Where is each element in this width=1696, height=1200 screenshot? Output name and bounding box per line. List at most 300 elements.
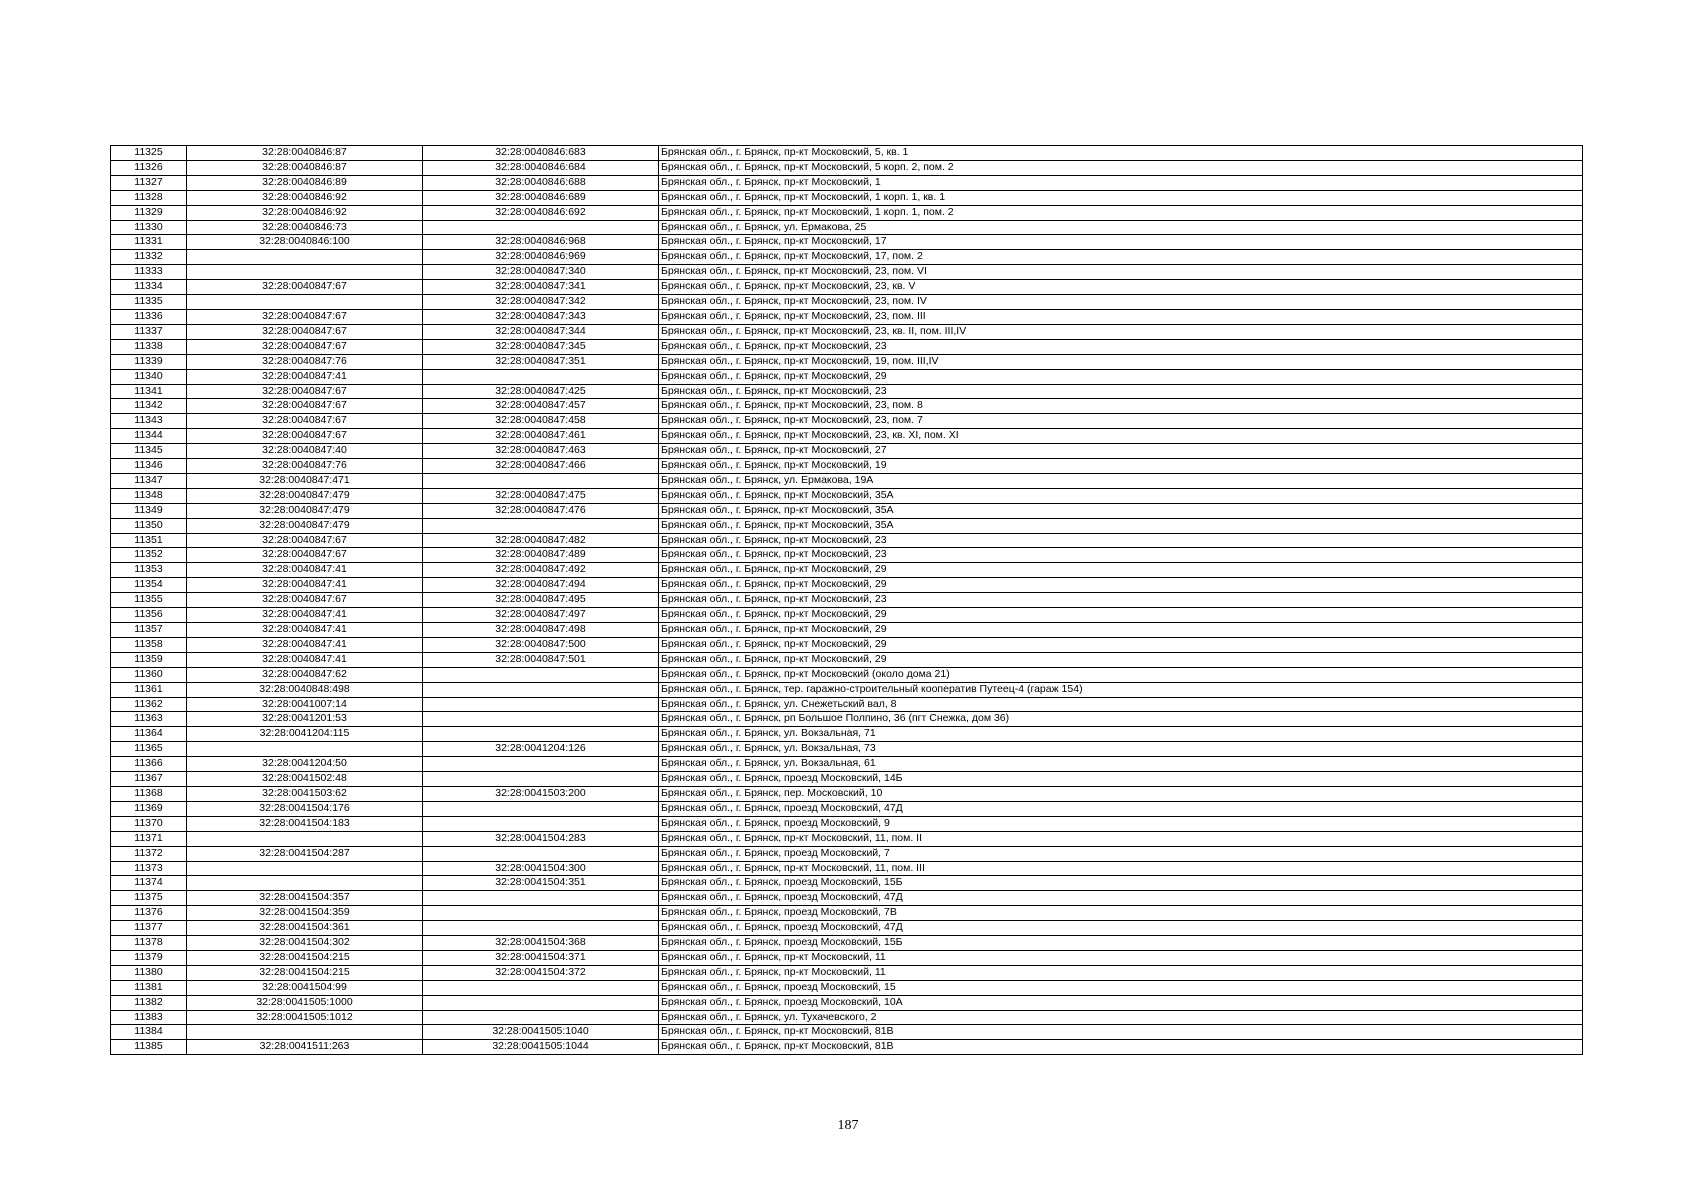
address-cell: Брянская обл., г. Брянск, пр-кт Московский, 23, пом. IV	[659, 295, 1583, 310]
row-number-cell: 11361	[111, 682, 187, 697]
land-cadastral-cell: 32:28:0041504:215	[187, 965, 423, 980]
row-number-cell: 11365	[111, 742, 187, 757]
address-cell: Брянская обл., г. Брянск, проезд Московский, 7	[659, 846, 1583, 861]
object-cadastral-cell	[423, 518, 659, 533]
table-row	[111, 265, 1583, 280]
land-cadastral-cell: 32:28:0041504:215	[187, 950, 423, 965]
object-cadastral-cell	[423, 906, 659, 921]
table-row	[111, 220, 1583, 235]
object-cadastral-cell: 32:28:0040847:345	[423, 339, 659, 354]
address-cell: Брянская обл., г. Брянск, пр-кт Московский, 23, кв. XI, пом. XI	[659, 429, 1583, 444]
row-number-cell: 11328	[111, 190, 187, 205]
land-cadastral-cell: 32:28:0040847:41	[187, 578, 423, 593]
object-cadastral-cell	[423, 891, 659, 906]
land-cadastral-cell	[187, 876, 423, 891]
row-number-cell: 11356	[111, 608, 187, 623]
table-row	[111, 816, 1583, 831]
row-number-cell: 11329	[111, 205, 187, 220]
object-cadastral-cell	[423, 757, 659, 772]
land-cadastral-cell: 32:28:0040847:76	[187, 354, 423, 369]
table-row	[111, 473, 1583, 488]
address-cell: Брянская обл., г. Брянск, пр-кт Московский, 27	[659, 444, 1583, 459]
table-row	[111, 906, 1583, 921]
land-cadastral-cell: 32:28:0040847:67	[187, 399, 423, 414]
address-cell: Брянская обл., г. Брянск, пр-кт Московский, 81В	[659, 1040, 1583, 1055]
row-number-cell: 11369	[111, 801, 187, 816]
address-cell: Брянская обл., г. Брянск, пр-кт Московский, 17, пом. 2	[659, 250, 1583, 265]
row-number-cell: 11375	[111, 891, 187, 906]
table-row	[111, 861, 1583, 876]
row-number-cell: 11355	[111, 593, 187, 608]
land-cadastral-cell: 32:28:0040847:67	[187, 533, 423, 548]
land-cadastral-cell	[187, 295, 423, 310]
object-cadastral-cell: 32:28:0040847:342	[423, 295, 659, 310]
address-cell: Брянская обл., г. Брянск, пер. Московский, 10	[659, 786, 1583, 801]
object-cadastral-cell	[423, 921, 659, 936]
address-cell: Брянская обл., г. Брянск, пр-кт Московский, 29	[659, 369, 1583, 384]
table-row	[111, 727, 1583, 742]
table-row	[111, 936, 1583, 951]
object-cadastral-cell	[423, 801, 659, 816]
land-cadastral-cell: 32:28:0041504:302	[187, 936, 423, 951]
land-cadastral-cell: 32:28:0041007:14	[187, 697, 423, 712]
land-cadastral-cell: 32:28:0040846:73	[187, 220, 423, 235]
table-row	[111, 488, 1583, 503]
row-number-cell: 11384	[111, 1025, 187, 1040]
land-cadastral-cell: 32:28:0040846:92	[187, 190, 423, 205]
object-cadastral-cell: 32:28:0040847:341	[423, 280, 659, 295]
land-cadastral-cell: 32:28:0040846:92	[187, 205, 423, 220]
object-cadastral-cell	[423, 816, 659, 831]
address-cell: Брянская обл., г. Брянск, пр-кт Московский, 35А	[659, 503, 1583, 518]
row-number-cell: 11337	[111, 324, 187, 339]
table-row	[111, 205, 1583, 220]
object-cadastral-cell: 32:28:0040846:688	[423, 175, 659, 190]
object-cadastral-cell: 32:28:0040847:425	[423, 384, 659, 399]
object-cadastral-cell: 32:28:0041504:368	[423, 936, 659, 951]
object-cadastral-cell	[423, 682, 659, 697]
table-row	[111, 533, 1583, 548]
table-row	[111, 399, 1583, 414]
row-number-cell: 11368	[111, 786, 187, 801]
table-row	[111, 980, 1583, 995]
row-number-cell: 11383	[111, 1010, 187, 1025]
object-cadastral-cell: 32:28:0040847:351	[423, 354, 659, 369]
address-cell: Брянская обл., г. Брянск, пр-кт Московский, 29	[659, 578, 1583, 593]
land-cadastral-cell: 32:28:0040847:62	[187, 667, 423, 682]
row-number-cell: 11336	[111, 309, 187, 324]
row-number-cell: 11334	[111, 280, 187, 295]
table-row	[111, 414, 1583, 429]
table-row	[111, 578, 1583, 593]
land-cadastral-cell: 32:28:0040847:67	[187, 339, 423, 354]
table-row	[111, 384, 1583, 399]
object-cadastral-cell	[423, 369, 659, 384]
row-number-cell: 11352	[111, 548, 187, 563]
table-row	[111, 608, 1583, 623]
address-cell: Брянская обл., г. Брянск, пр-кт Московский (около дома 21)	[659, 667, 1583, 682]
address-cell: Брянская обл., г. Брянск, ул. Снежетьский вал, 8	[659, 697, 1583, 712]
land-cadastral-cell: 32:28:0041201:53	[187, 712, 423, 727]
table-row	[111, 786, 1583, 801]
land-cadastral-cell: 32:28:0040847:67	[187, 324, 423, 339]
object-cadastral-cell: 32:28:0040847:495	[423, 593, 659, 608]
address-cell: Брянская обл., г. Брянск, проезд Московский, 47Д	[659, 891, 1583, 906]
address-cell: Брянская обл., г. Брянск, пр-кт Московский, 23, кв. II, пом. III,IV	[659, 324, 1583, 339]
land-cadastral-cell: 32:28:0040847:67	[187, 414, 423, 429]
table-row	[111, 637, 1583, 652]
row-number-cell: 11363	[111, 712, 187, 727]
land-cadastral-cell: 32:28:0040848:498	[187, 682, 423, 697]
address-cell: Брянская обл., г. Брянск, пр-кт Московский, 11	[659, 950, 1583, 965]
land-cadastral-cell: 32:28:0040847:479	[187, 518, 423, 533]
land-cadastral-cell: 32:28:0041505:1012	[187, 1010, 423, 1025]
row-number-cell: 11342	[111, 399, 187, 414]
land-cadastral-cell: 32:28:0041504:99	[187, 980, 423, 995]
row-number-cell: 11379	[111, 950, 187, 965]
address-cell: Брянская обл., г. Брянск, пр-кт Московский, 23	[659, 339, 1583, 354]
object-cadastral-cell: 32:28:0041505:1040	[423, 1025, 659, 1040]
object-cadastral-cell: 32:28:0040847:482	[423, 533, 659, 548]
row-number-cell: 11345	[111, 444, 187, 459]
row-number-cell: 11338	[111, 339, 187, 354]
row-number-cell: 11325	[111, 146, 187, 161]
address-cell: Брянская обл., г. Брянск, пр-кт Московский, 23, пом. 7	[659, 414, 1583, 429]
table-row	[111, 429, 1583, 444]
address-cell: Брянская обл., г. Брянск, ул. Вокзальная, 61	[659, 757, 1583, 772]
table-row	[111, 459, 1583, 474]
object-cadastral-cell	[423, 473, 659, 488]
address-cell: Брянская обл., г. Брянск, пр-кт Московский, 5, кв. 1	[659, 146, 1583, 161]
land-cadastral-cell: 32:28:0041504:357	[187, 891, 423, 906]
land-cadastral-cell: 32:28:0040846:89	[187, 175, 423, 190]
object-cadastral-cell: 32:28:0040846:684	[423, 160, 659, 175]
land-cadastral-cell: 32:28:0040846:87	[187, 146, 423, 161]
land-cadastral-cell: 32:28:0040847:41	[187, 563, 423, 578]
land-cadastral-cell: 32:28:0040847:67	[187, 384, 423, 399]
object-cadastral-cell: 32:28:0040846:689	[423, 190, 659, 205]
land-cadastral-cell: 32:28:0040846:100	[187, 235, 423, 250]
land-cadastral-cell: 32:28:0040847:41	[187, 369, 423, 384]
object-cadastral-cell	[423, 697, 659, 712]
address-cell: Брянская обл., г. Брянск, тер. гаражно-строительный кооператив Путеец-4 (гараж 154)	[659, 682, 1583, 697]
object-cadastral-cell	[423, 995, 659, 1010]
address-cell: Брянская обл., г. Брянск, пр-кт Московский, 11	[659, 965, 1583, 980]
row-number-cell: 11351	[111, 533, 187, 548]
object-cadastral-cell	[423, 727, 659, 742]
table-row	[111, 712, 1583, 727]
address-cell: Брянская обл., г. Брянск, пр-кт Московский, 23, пом. 8	[659, 399, 1583, 414]
object-cadastral-cell: 32:28:0040847:463	[423, 444, 659, 459]
address-cell: Брянская обл., г. Брянск, проезд Московский, 47Д	[659, 921, 1583, 936]
table-row	[111, 876, 1583, 891]
land-cadastral-cell: 32:28:0040847:471	[187, 473, 423, 488]
address-cell: Брянская обл., г. Брянск, пр-кт Московский, 29	[659, 637, 1583, 652]
row-number-cell: 11360	[111, 667, 187, 682]
address-cell: Брянская обл., г. Брянск, проезд Московский, 10А	[659, 995, 1583, 1010]
table-row	[111, 354, 1583, 369]
row-number-cell: 11362	[111, 697, 187, 712]
land-cadastral-cell	[187, 1025, 423, 1040]
table-row	[111, 280, 1583, 295]
address-cell: Брянская обл., г. Брянск, пр-кт Московский, 11, пом. II	[659, 831, 1583, 846]
address-cell: Брянская обл., г. Брянск, пр-кт Московский, 29	[659, 608, 1583, 623]
records-table	[110, 145, 1583, 1055]
row-number-cell: 11330	[111, 220, 187, 235]
object-cadastral-cell: 32:28:0040847:344	[423, 324, 659, 339]
address-cell: Брянская обл., г. Брянск, проезд Московский, 15Б	[659, 876, 1583, 891]
land-cadastral-cell: 32:28:0041504:287	[187, 846, 423, 861]
table-row	[111, 295, 1583, 310]
land-cadastral-cell	[187, 861, 423, 876]
table-row	[111, 1025, 1583, 1040]
table-row	[111, 1040, 1583, 1055]
table-row	[111, 891, 1583, 906]
table-row	[111, 772, 1583, 787]
land-cadastral-cell: 32:28:0040847:67	[187, 309, 423, 324]
address-cell: Брянская обл., г. Брянск, ул. Тухачевского, 2	[659, 1010, 1583, 1025]
object-cadastral-cell: 32:28:0040846:968	[423, 235, 659, 250]
page-number: 187	[837, 1118, 859, 1133]
row-number-cell: 11332	[111, 250, 187, 265]
object-cadastral-cell: 32:28:0040847:498	[423, 623, 659, 638]
address-cell: Брянская обл., г. Брянск, пр-кт Московский, 29	[659, 563, 1583, 578]
address-cell: Брянская обл., г. Брянск, проезд Московский, 15Б	[659, 936, 1583, 951]
address-cell: Брянская обл., г. Брянск, пр-кт Московский, 81В	[659, 1025, 1583, 1040]
address-cell: Брянская обл., г. Брянск, ул. Ермакова, 25	[659, 220, 1583, 235]
address-cell: Брянская обл., г. Брянск, ул. Ермакова, 19А	[659, 473, 1583, 488]
address-cell: Брянская обл., г. Брянск, пр-кт Московский, 35А	[659, 488, 1583, 503]
table-row	[111, 623, 1583, 638]
address-cell: Брянская обл., г. Брянск, рп Большое Полпино, 36 (пгт Снежка, дом 36)	[659, 712, 1583, 727]
land-cadastral-cell: 32:28:0041504:359	[187, 906, 423, 921]
row-number-cell: 11344	[111, 429, 187, 444]
records-table-body	[111, 146, 1583, 1055]
object-cadastral-cell: 32:28:0041505:1044	[423, 1040, 659, 1055]
land-cadastral-cell: 32:28:0041204:50	[187, 757, 423, 772]
object-cadastral-cell: 32:28:0040847:492	[423, 563, 659, 578]
table-row	[111, 697, 1583, 712]
address-cell: Брянская обл., г. Брянск, пр-кт Московский, 1 корп. 1, пом. 2	[659, 205, 1583, 220]
object-cadastral-cell: 32:28:0040847:461	[423, 429, 659, 444]
land-cadastral-cell: 32:28:0040847:41	[187, 623, 423, 638]
row-number-cell: 11340	[111, 369, 187, 384]
land-cadastral-cell: 32:28:0040847:76	[187, 459, 423, 474]
land-cadastral-cell	[187, 742, 423, 757]
table-row	[111, 339, 1583, 354]
land-cadastral-cell: 32:28:0040847:67	[187, 429, 423, 444]
row-number-cell: 11343	[111, 414, 187, 429]
row-number-cell: 11367	[111, 772, 187, 787]
row-number-cell: 11341	[111, 384, 187, 399]
object-cadastral-cell	[423, 712, 659, 727]
object-cadastral-cell: 32:28:0040847:340	[423, 265, 659, 280]
table-row	[111, 950, 1583, 965]
object-cadastral-cell	[423, 772, 659, 787]
table-row	[111, 965, 1583, 980]
address-cell: Брянская обл., г. Брянск, пр-кт Московский, 29	[659, 652, 1583, 667]
object-cadastral-cell	[423, 220, 659, 235]
object-cadastral-cell: 32:28:0040846:969	[423, 250, 659, 265]
address-cell: Брянская обл., г. Брянск, пр-кт Московский, 19	[659, 459, 1583, 474]
row-number-cell: 11358	[111, 637, 187, 652]
table-row	[111, 548, 1583, 563]
object-cadastral-cell: 32:28:0041204:126	[423, 742, 659, 757]
object-cadastral-cell: 32:28:0040847:343	[423, 309, 659, 324]
table-row	[111, 846, 1583, 861]
row-number-cell: 11376	[111, 906, 187, 921]
address-cell: Брянская обл., г. Брянск, пр-кт Московский, 23	[659, 593, 1583, 608]
object-cadastral-cell: 32:28:0040847:475	[423, 488, 659, 503]
land-cadastral-cell: 32:28:0040847:41	[187, 652, 423, 667]
table-row	[111, 190, 1583, 205]
table-row	[111, 369, 1583, 384]
address-cell: Брянская обл., г. Брянск, пр-кт Московский, 17	[659, 235, 1583, 250]
row-number-cell: 11373	[111, 861, 187, 876]
row-number-cell: 11331	[111, 235, 187, 250]
land-cadastral-cell: 32:28:0040847:67	[187, 548, 423, 563]
address-cell: Брянская обл., г. Брянск, пр-кт Московский, 23, пом. VI	[659, 265, 1583, 280]
object-cadastral-cell: 32:28:0040847:466	[423, 459, 659, 474]
land-cadastral-cell: 32:28:0040847:41	[187, 608, 423, 623]
table-row	[111, 667, 1583, 682]
row-number-cell: 11366	[111, 757, 187, 772]
row-number-cell: 11381	[111, 980, 187, 995]
address-cell: Брянская обл., г. Брянск, пр-кт Московский, 11, пом. III	[659, 861, 1583, 876]
table-row	[111, 160, 1583, 175]
table-row	[111, 921, 1583, 936]
address-cell: Брянская обл., г. Брянск, пр-кт Московский, 1	[659, 175, 1583, 190]
object-cadastral-cell: 32:28:0041504:351	[423, 876, 659, 891]
row-number-cell: 11380	[111, 965, 187, 980]
table-row	[111, 995, 1583, 1010]
object-cadastral-cell: 32:28:0041503:200	[423, 786, 659, 801]
table-row	[111, 324, 1583, 339]
address-cell: Брянская обл., г. Брянск, пр-кт Московский, 19, пом. III,IV	[659, 354, 1583, 369]
table-row	[111, 563, 1583, 578]
address-cell: Брянская обл., г. Брянск, пр-кт Московский, 5 корп. 2, пом. 2	[659, 160, 1583, 175]
object-cadastral-cell: 32:28:0040847:501	[423, 652, 659, 667]
object-cadastral-cell: 32:28:0041504:300	[423, 861, 659, 876]
row-number-cell: 11370	[111, 816, 187, 831]
object-cadastral-cell: 32:28:0040847:497	[423, 608, 659, 623]
table-row	[111, 503, 1583, 518]
row-number-cell: 11327	[111, 175, 187, 190]
land-cadastral-cell: 32:28:0041204:115	[187, 727, 423, 742]
address-cell: Брянская обл., г. Брянск, ул. Вокзальная, 73	[659, 742, 1583, 757]
address-cell: Брянская обл., г. Брянск, пр-кт Московский, 29	[659, 623, 1583, 638]
object-cadastral-cell	[423, 846, 659, 861]
row-number-cell: 11326	[111, 160, 187, 175]
table-row	[111, 146, 1583, 161]
address-cell: Брянская обл., г. Брянск, пр-кт Московский, 23, пом. III	[659, 309, 1583, 324]
table-row	[111, 175, 1583, 190]
table-row	[111, 742, 1583, 757]
address-cell: Брянская обл., г. Брянск, пр-кт Московский, 23	[659, 533, 1583, 548]
row-number-cell: 11354	[111, 578, 187, 593]
row-number-cell: 11382	[111, 995, 187, 1010]
row-number-cell: 11371	[111, 831, 187, 846]
object-cadastral-cell: 32:28:0040847:489	[423, 548, 659, 563]
address-cell: Брянская обл., г. Брянск, проезд Московский, 47Д	[659, 801, 1583, 816]
land-cadastral-cell	[187, 265, 423, 280]
row-number-cell: 11335	[111, 295, 187, 310]
object-cadastral-cell: 32:28:0040847:457	[423, 399, 659, 414]
object-cadastral-cell	[423, 1010, 659, 1025]
table-row	[111, 444, 1583, 459]
row-number-cell: 11357	[111, 623, 187, 638]
row-number-cell: 11353	[111, 563, 187, 578]
address-cell: Брянская обл., г. Брянск, проезд Московский, 14Б	[659, 772, 1583, 787]
land-cadastral-cell: 32:28:0041511:263	[187, 1040, 423, 1055]
row-number-cell: 11385	[111, 1040, 187, 1055]
row-number-cell: 11346	[111, 459, 187, 474]
address-cell: Брянская обл., г. Брянск, пр-кт Московский, 23	[659, 548, 1583, 563]
address-cell: Брянская обл., г. Брянск, ул. Вокзальная, 71	[659, 727, 1583, 742]
object-cadastral-cell	[423, 980, 659, 995]
object-cadastral-cell: 32:28:0040847:494	[423, 578, 659, 593]
land-cadastral-cell: 32:28:0041503:62	[187, 786, 423, 801]
table-row	[111, 309, 1583, 324]
object-cadastral-cell: 32:28:0040847:476	[423, 503, 659, 518]
land-cadastral-cell: 32:28:0040847:67	[187, 280, 423, 295]
object-cadastral-cell: 32:28:0041504:371	[423, 950, 659, 965]
row-number-cell: 11347	[111, 473, 187, 488]
object-cadastral-cell: 32:28:0040847:500	[423, 637, 659, 652]
row-number-cell: 11349	[111, 503, 187, 518]
land-cadastral-cell: 32:28:0040847:40	[187, 444, 423, 459]
object-cadastral-cell: 32:28:0041504:372	[423, 965, 659, 980]
table-row	[111, 250, 1583, 265]
row-number-cell: 11333	[111, 265, 187, 280]
row-number-cell: 11348	[111, 488, 187, 503]
land-cadastral-cell: 32:28:0040846:87	[187, 160, 423, 175]
table-row	[111, 652, 1583, 667]
object-cadastral-cell: 32:28:0040846:683	[423, 146, 659, 161]
table-row	[111, 831, 1583, 846]
row-number-cell: 11377	[111, 921, 187, 936]
table-row	[111, 518, 1583, 533]
row-number-cell: 11359	[111, 652, 187, 667]
table-row	[111, 682, 1583, 697]
table-row	[111, 757, 1583, 772]
table-row	[111, 1010, 1583, 1025]
row-number-cell: 11339	[111, 354, 187, 369]
land-cadastral-cell: 32:28:0041504:176	[187, 801, 423, 816]
land-cadastral-cell: 32:28:0041502:48	[187, 772, 423, 787]
address-cell: Брянская обл., г. Брянск, проезд Московский, 9	[659, 816, 1583, 831]
land-cadastral-cell: 32:28:0040847:41	[187, 637, 423, 652]
object-cadastral-cell: 32:28:0040847:458	[423, 414, 659, 429]
address-cell: Брянская обл., г. Брянск, проезд Московский, 15	[659, 980, 1583, 995]
object-cadastral-cell: 32:28:0041504:283	[423, 831, 659, 846]
object-cadastral-cell: 32:28:0040846:692	[423, 205, 659, 220]
address-cell: Брянская обл., г. Брянск, пр-кт Московский, 23	[659, 384, 1583, 399]
land-cadastral-cell	[187, 250, 423, 265]
table-row	[111, 801, 1583, 816]
table-row	[111, 235, 1583, 250]
land-cadastral-cell: 32:28:0040847:479	[187, 503, 423, 518]
address-cell: Брянская обл., г. Брянск, пр-кт Московский, 1 корп. 1, кв. 1	[659, 190, 1583, 205]
address-cell: Брянская обл., г. Брянск, пр-кт Московский, 35А	[659, 518, 1583, 533]
land-cadastral-cell: 32:28:0040847:67	[187, 593, 423, 608]
land-cadastral-cell: 32:28:0041505:1000	[187, 995, 423, 1010]
row-number-cell: 11374	[111, 876, 187, 891]
land-cadastral-cell: 32:28:0041504:183	[187, 816, 423, 831]
row-number-cell: 11378	[111, 936, 187, 951]
row-number-cell: 11350	[111, 518, 187, 533]
land-cadastral-cell	[187, 831, 423, 846]
